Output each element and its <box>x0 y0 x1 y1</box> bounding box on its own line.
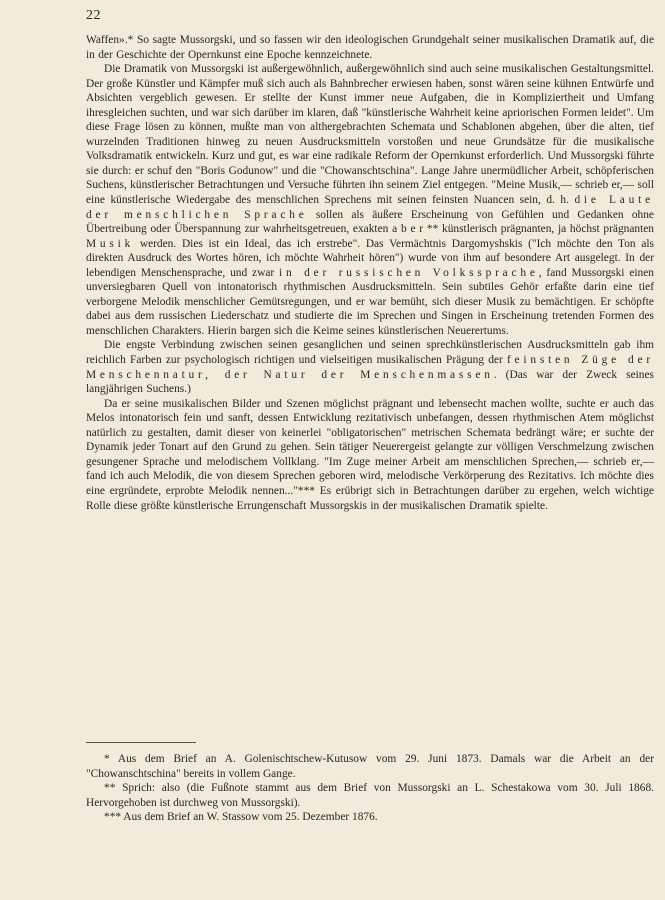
emphasized-text: feinsten Züge der Menschennatur, der Natur der Menschenmassen <box>86 354 654 381</box>
text-run: werden. Dies ist ein Ideal, das ich erstrebe". Das Vermächtnis Dargomyshskis ("Ich möchte den Ton als direkten Ausdruck des Wortes hören, ich möchte Wahrheit hören") wurde von ihm auf besondere Art ausgelegt. In der lebendigen Menschensprache, und zwar <box>86 237 654 279</box>
text-run: . (Das war der Zweck seines langjährigen Suchens.) <box>86 368 654 396</box>
page-number: 22 <box>86 8 101 23</box>
text-run: Die engste Verbindung zwischen seinen gesanglichen und seinen sprechkünstlerischen Ausdrucksmitteln gab ihm reichlich Farben zur psychologisch richtigen und vielseitigen musikalischen Prägung der <box>86 339 654 367</box>
text-run: ** künstlerisch prägnanten, ja höchst prägnanten <box>426 223 655 236</box>
text-run: , fand Mussorgski einen unversiegbaren Quell von intonatorisch rhythmischen Ausdrucksmitteln. Sein subtiles Gehör erfaßte darin eine tief verborgene Melodik menschlicher Gemütsregungen, und er war bemüht, sich dieser Musik zu bemächtigen. Er schöpfte dabei aus dem russischen Liederschatz und studierte die im Sprechen und Singen in Erscheinung tretenden Formen des menschlichen Charakters. Hierin bargen sich die Keime seines künstlerischen Neuerertums. <box>86 266 654 337</box>
paragraph-4 <box>86 397 654 513</box>
text-run: Die Dramatik von Mussorgski ist außergewöhnlich, außergewöhnlich sind auch seine musikalischen Gestaltungsmittel. Der große Künstler und Kämpfer muß sich auch als Bahnbrecher erwiesen haben, sonst wären seine kühnen Entwürfe und Absichten vergeblich gewesen. Er stellte der Kunst immer neue Aufgaben, die in Kompliziertheit und Umfang ihresgleichen suchten, und war sich darüber im klaren, daß "künstlerische Wahrheit keine apriorischen Formen leidet". Um diese Frage lösen zu können, mußte man von althergebrachten Schemata und Schablonen abgehen, über die alten, tief wurzelnden Traditionen hinweg zu neuen Ausdrucksmitteln vorstoßen und neue Grundsätze für die musikalische Volksdramatik entwickeln. Kurz und gut, es war eine radikale Reform der Opernkunst erforderlich. Und Mussorgski führte sie durch: er schuf den "Boris Godunow" und die "Chowanschtschina". Lange Jahre unermüdlicher Arbeit, schöpferischen Suchens, künstlerischer Betrachtungen und Versuche führten ihn seinem Ziel entgegen. "Meine Musik,— schrieb er,— soll eine künstlerische Wiedergabe des menschlichen Sprechens mit seinen feinsten Nuancen sein, d. h. <box>86 63 654 207</box>
emphasized-text: die Laute der menschlichen Sprache <box>86 194 654 221</box>
footnote-3: *** Aus dem Brief an W. Stassow vom 25. Dezember 1876. <box>104 811 378 824</box>
paragraph-1 <box>86 33 654 62</box>
paragraph-3 <box>86 338 654 396</box>
footnote-divider <box>86 742 196 743</box>
footnotes <box>86 752 654 825</box>
emphasized-text: Musik <box>86 237 135 250</box>
emphasized-text: aber <box>392 223 427 236</box>
text-run: Waffen».* So sagte Mussorgski, und so fassen wir den ideologischen Grundgehalt seiner musikalischen Dramatik auf, die in der Geschichte der Opernkunst eine Epoche kennzeichnete. <box>86 34 654 61</box>
text-run: Da er seine musikalischen Bilder und Szenen möglichst prägnant und lebensecht machen wollte, suchte er auch das Melos intonatorisch fein und sanft, dessen Entwicklung rezitativisch unbefangen, dessen rhythmischen Atem möglichst natürlich zu gestalten, damit dieser von keinerlei "obligatorischen" metrischen Schemata bedrängt wäre; er suchte der Dynamik jeder Tonart auf den Grund zu gehen. Sein tätiger Neuerergeist gelangte zur völligen Verschmelzung zwischen gesungener Sprache und melodischem Vollklang. "Im Zuge meiner Arbeit am menschlichen Sprechen,— schrieb er,— fand ich auch Melodik, die von diesem Sprechen geboren wird, melodische Verkörperung des Rezitativs. Ich möchte dies eine ergründete, erprobte Melodik nennen..."*** Es erübrigt sich in Betrachtungen darüber zu ergehen, welch wichtige Rolle diese größte künstlerische Errungenschaft Mussorgskis in der musikalischen Dramatik spielte. <box>86 397 654 512</box>
footnote-1: * Aus dem Brief an A. Golenischtschew-Kutusow vom 29. Juni 1873. Damals war die Arbeit an der "Chowanschtschina" bereits in vollem Gange. <box>86 753 654 780</box>
body-text <box>86 33 654 513</box>
paragraph-2 <box>86 62 654 338</box>
text-run: sollen als äußere Erscheinung von Gefühlen und Gedanken ohne Übertreibung oder Überspannung zur wahrheitsgetreuen, exakten <box>86 208 654 236</box>
emphasized-text: in der russischen Volkssprache <box>279 266 539 279</box>
footnote-2: ** Sprich: also (die Fußnote stammt aus dem Brief von Mussorgski an L. Schestakowa vom 30. Juli 1868. Hervorgehoben ist durchweg von Mussorgski). <box>86 782 654 809</box>
